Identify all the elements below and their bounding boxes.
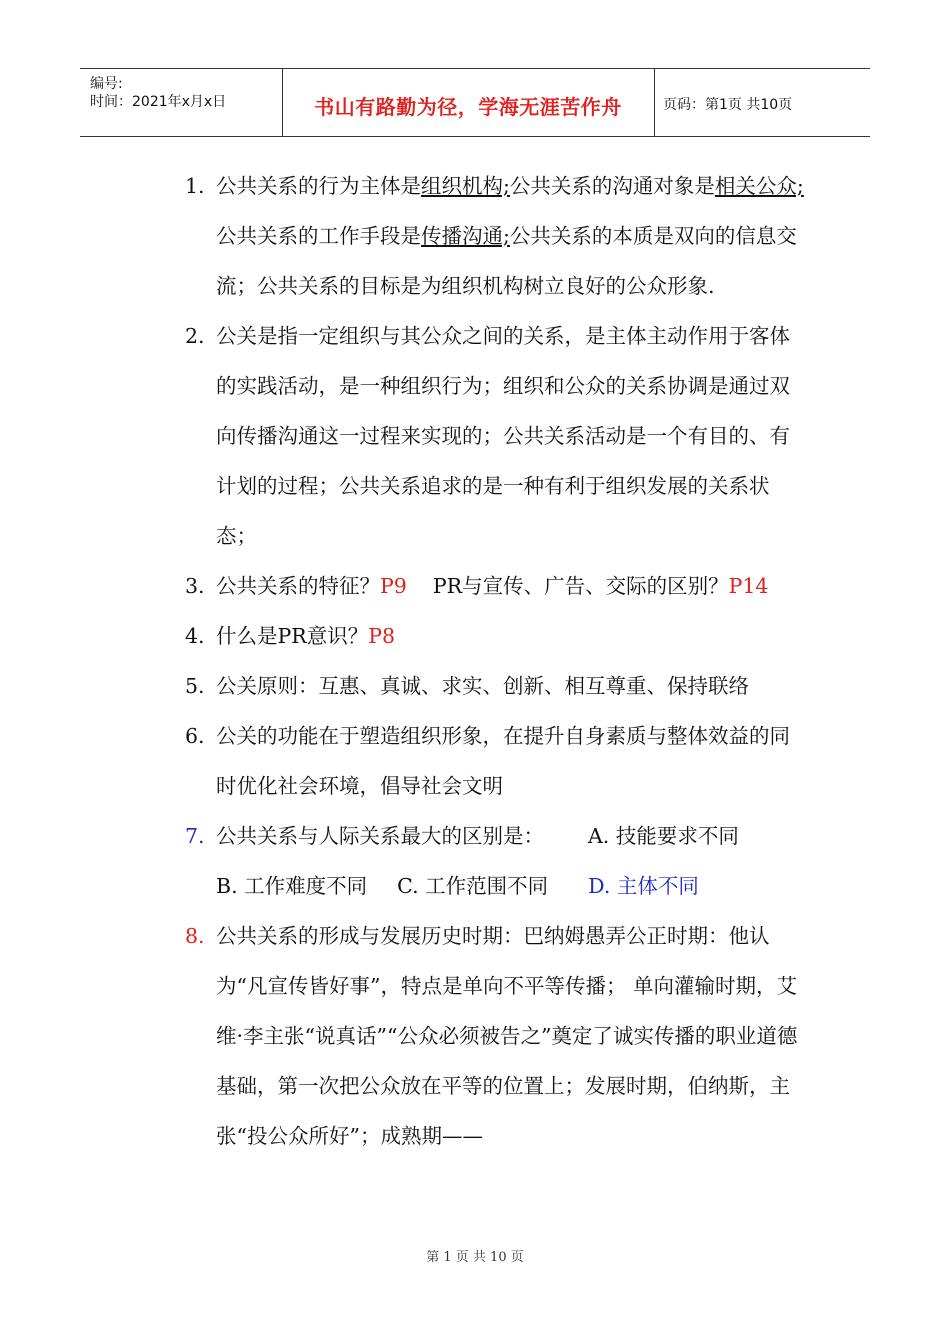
item-question: 公共关系与人际关系最大的区别是： bbox=[216, 824, 544, 848]
list-item-7 bbox=[185, 811, 810, 911]
list-item-2 bbox=[185, 311, 810, 561]
item-text: 公共关系的本质是双向的信息交流；公共关系的目标是为组织机构树立良好的公众形象. bbox=[216, 224, 797, 298]
document-body bbox=[185, 161, 810, 1161]
item-number: 1. bbox=[185, 174, 205, 198]
serial-label: 编号: bbox=[90, 76, 123, 92]
item-text: 公共关系的行为主体是 bbox=[216, 174, 421, 198]
underlined-term: 组织机构; bbox=[421, 174, 510, 198]
list-item-6 bbox=[185, 711, 810, 811]
item-text: 公共关系的形成与发展历史时期：巴纳姆愚弄公正时期：他认为“凡宣传皆好事”，特点是单向不平等传播； 单向灌输时期，艾维·李主张“说真话”“公众必须被告之”奠定了诚实传播的职业道德基础，第一次把公众放在平等的位置上；发展时期，伯纳斯，主张“投公众所好”；成熟期—— bbox=[216, 924, 798, 1148]
list-item-3 bbox=[185, 561, 810, 611]
item-number: 3. bbox=[185, 574, 205, 598]
date-label: 时间：2021年x月x日 bbox=[90, 94, 227, 110]
motto: 书山有路勤为径，学海无涯苦作舟 bbox=[314, 95, 622, 119]
item-text: 公关原则：互惠、真诚、求实、创新、相互尊重、保持联络 bbox=[216, 674, 749, 698]
option-a: A. 技能要求不同 bbox=[588, 824, 739, 848]
item-text: 公共关系的沟通对象是 bbox=[509, 174, 715, 198]
list-item-5 bbox=[185, 661, 810, 711]
item-text: 公共关系的工作手段是 bbox=[216, 224, 421, 248]
underlined-term: 传播沟通; bbox=[421, 224, 510, 248]
list-item-4 bbox=[185, 611, 810, 661]
page-reference: P9 bbox=[380, 574, 407, 598]
item-question: PR与宣传、广告、交际的区别？ bbox=[432, 574, 729, 598]
list-item-1 bbox=[185, 161, 810, 311]
header-meta-cell bbox=[80, 69, 283, 136]
page-info: 页码：第1页 共10页 bbox=[663, 97, 793, 113]
page-reference: P8 bbox=[368, 624, 396, 648]
page-reference: P14 bbox=[728, 574, 769, 598]
item-number: 6. bbox=[185, 724, 205, 748]
item-question: 什么是PR意识？ bbox=[216, 624, 369, 648]
item-text: 公关的功能在于塑造组织形象，在提升自身素质与整体效益的同时优化社会环境，倡导社会文明 bbox=[216, 724, 790, 798]
page-footer: 第 1 页 共 10 页 bbox=[426, 1250, 524, 1265]
underlined-term: 相关公众; bbox=[714, 174, 804, 198]
item-number: 7. bbox=[185, 824, 205, 848]
item-number: 2. bbox=[185, 324, 205, 348]
option-c: C. 工作范围不同 bbox=[397, 874, 549, 898]
item-number: 8. bbox=[185, 924, 205, 948]
item-question: 公共关系的特征？ bbox=[216, 574, 380, 598]
document-header bbox=[80, 68, 870, 137]
item-number: 4. bbox=[185, 624, 205, 648]
option-d-answer: D. 主体不同 bbox=[588, 874, 699, 898]
option-b: B. 工作难度不同 bbox=[216, 874, 368, 898]
list-item-8 bbox=[185, 911, 810, 1161]
item-text: 公关是指一定组织与其公众之间的关系，是主体主动作用于客体的实践活动，是一种组织行为；组织和公众的关系协调是通过双向传播沟通这一过程来实现的；公共关系活动是一个有目的、有计划的过程；公共关系追求的是一种有利于组织发展的关系状态； bbox=[216, 324, 790, 548]
header-page-cell bbox=[655, 69, 870, 136]
item-number: 5. bbox=[185, 674, 205, 698]
header-motto-cell bbox=[282, 69, 655, 136]
